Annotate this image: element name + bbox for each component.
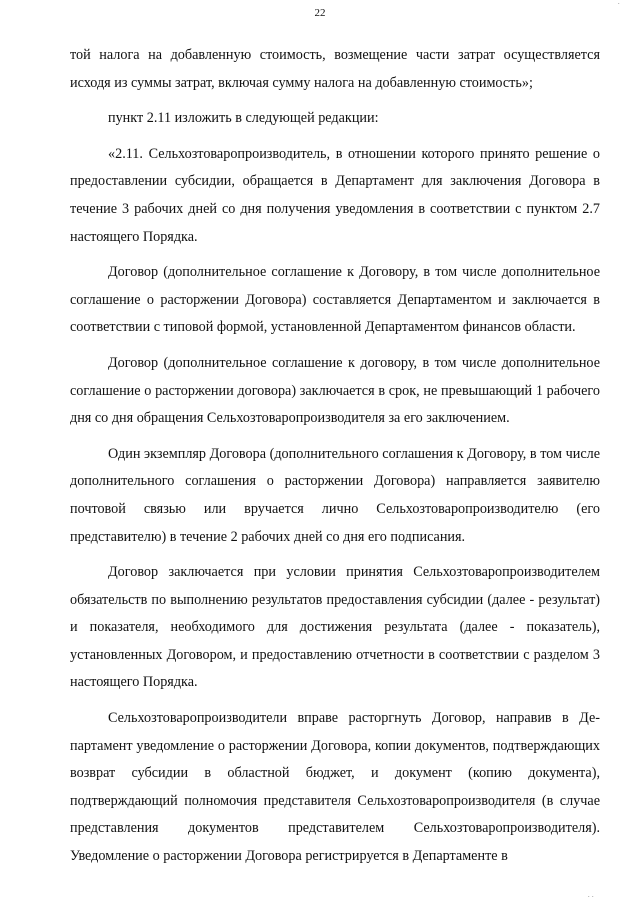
scan-mark-top: · <box>617 0 620 8</box>
paragraph-amendment-intro: пункт 2.11 изложить в следующей редакции: <box>108 110 379 127</box>
scan-mark-bottom: · · <box>587 893 594 901</box>
document-body <box>70 42 600 879</box>
paragraph-2-11: «2.11. Сельхозтоваропроизводитель, в отношении которого принято решение о предоставлении субсидии, обращается в Департамент для заключения Договора в течение 3 рабочих дней со дня получения уведомления в соответствии с пунктом 2.7 настоящего Порядка. <box>70 145 600 245</box>
page-number: 22 <box>314 7 326 19</box>
paragraph-contract-conditions: Договор заключается при условии принятия Сельхозтоваропроизводителем обязательств по выполнению результатов предоставления субсидии (далее - результат) и показателя, необходимого для достижения результата (далее - показатель), установленных Договором, и предоставлению отчетности в соответствии с разделом 3 настоящего Порядка. <box>70 564 600 691</box>
paragraph-contract-copy: Один экземпляр Договора (дополнительного соглашения к Договору, в том числе дополнительного соглашения о расторжении Договора) направляется заявителю почтовой связью или вручается лично Сельхозтоваропроизводителю (его представителю) в течение 2 рабочих дней со дня его подписания. <box>70 445 600 545</box>
paragraph-contract-termination: Сельхозтоваропроизводители вправе расторгнуть Договор, направив в Департамент уведомление о расторжении Договора, копии документов, подтверждающих возврат субсидии в областной бюджет, и документ (копию документа), подтверждающий полномочия представителя Сельхозтоваропроизводителя (в случае представления документов представителем Сельхозтоваропроизводителя). Уведомление о расторжении Договора регистрируется в Департаменте в <box>70 710 600 865</box>
paragraph-contract-form: Договор (дополнительное соглашение к Договору, в том числе дополнительное соглашение о расторжении Договора) составляется Департаментом и заключается в соответствии с типовой формой, установленной Департаментом финансов области. <box>70 264 600 336</box>
paragraph-contract-term: Договор (дополнительное соглашение к договору, в том числе дополнительное соглашение о расторжении договора) заключается в срок, не превышающий 1 рабочего дня со дня обращения Сельхозтоваропроизводителя за его заключением. <box>70 354 600 427</box>
paragraph-continuation: той налога на добавленную стоимость, возмещение части затрат осуществляется исходя из суммы затрат, включая сумму налога на добавленную стоимость»; <box>70 47 600 91</box>
